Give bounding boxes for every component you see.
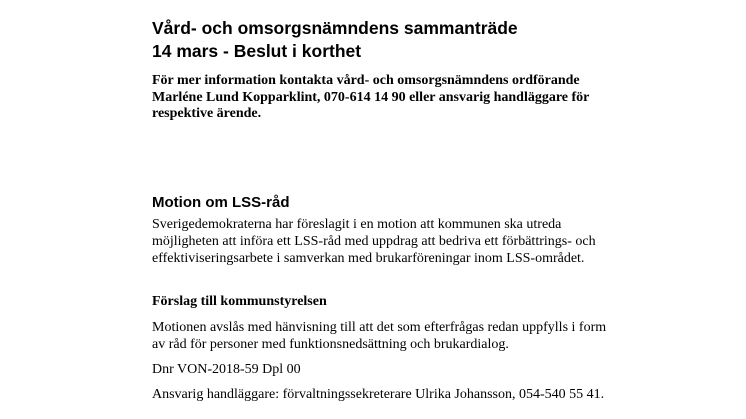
responsible-contact: Ansvarig handläggare: förvaltningssekreterare Ulrika Johansson, 054-540 55 41.: [152, 387, 605, 402]
document-title: [152, 17, 632, 63]
proposal-text: Motionen avslås med hänvisning till att det som efterfrågas redan uppfylls i form av råd för personer med funktionsnedsättning och brukardialog.: [152, 320, 607, 352]
section-heading: Motion om LSS-råd: [152, 194, 290, 211]
motion-description: Sverigedemokraterna har föreslagit i en motion att kommunen ska utreda möjligheten att införa ett LSS-råd med uppdrag att bedriva ett förbättrings- och effektiviseringsarbete i samverkan med brukarföreningar inom LSS-området.: [152, 217, 596, 266]
title-line-1: Vård- och omsorgsnämndens sammanträde: [152, 18, 518, 38]
proposal-heading: Förslag till kommunstyrelsen: [152, 294, 327, 309]
diary-number: Dnr VON-2018-59 Dpl 00: [152, 362, 301, 377]
contact-intro: För mer information kontakta vård- och omsorgsnämndens ordförande Marléne Lund Kopparklint, 070-614 14 90 eller ansvarig handläggare för respektive ärende.: [152, 73, 590, 121]
title-line-2: 14 mars - Beslut i korthet: [152, 41, 362, 61]
